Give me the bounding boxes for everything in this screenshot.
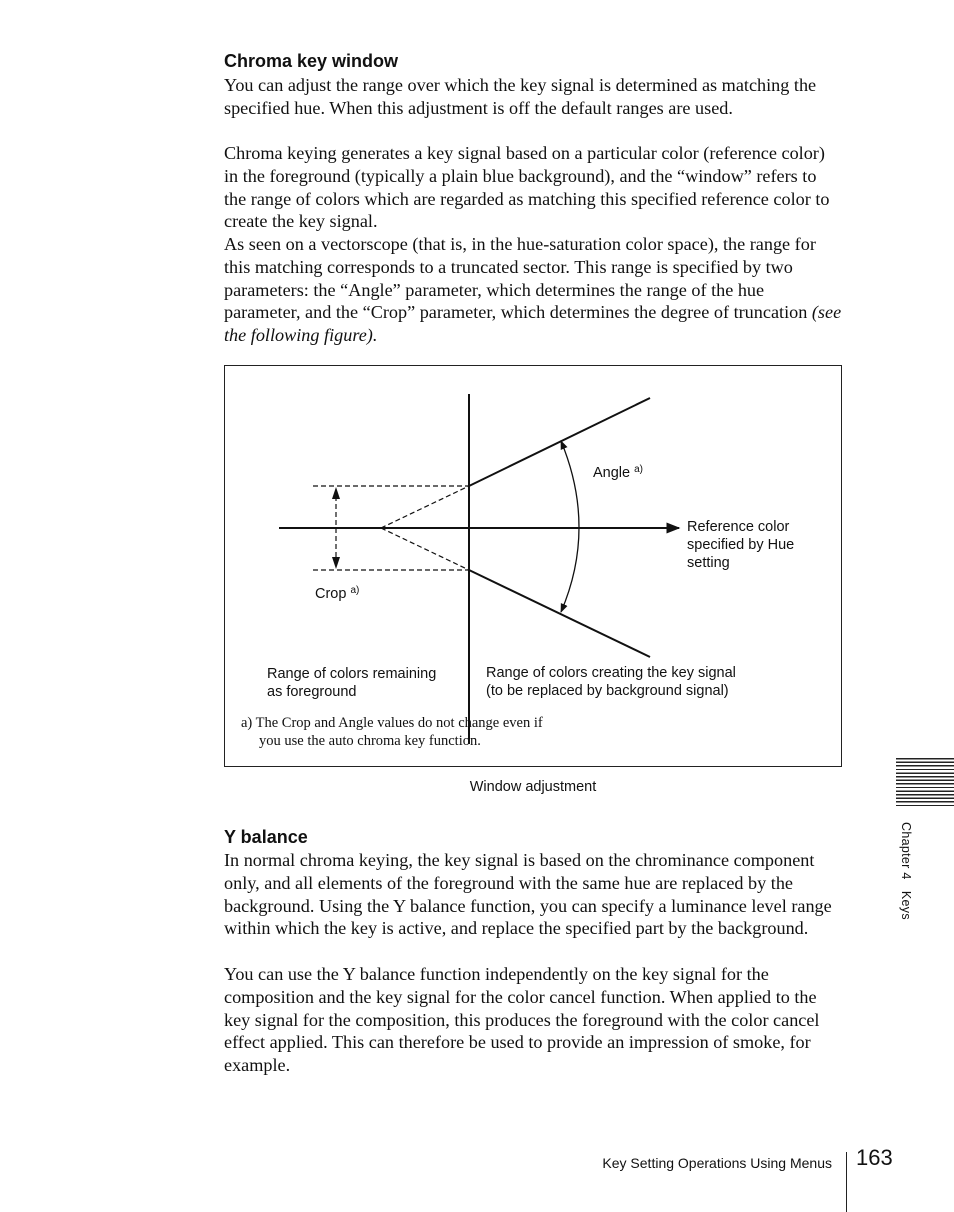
reference-label-line: specified by Hue [687, 537, 795, 553]
figure-footnote [241, 714, 661, 750]
key-signal-range-label [486, 664, 736, 700]
paragraph: You can adjust the range over which the key signal is determined as matching the specified hue. When this adjustment is off the default ranges are used. [224, 75, 817, 118]
figure-caption: Window adjustment [469, 779, 597, 795]
creating-label-line: Range of colors creating the key signal [486, 665, 736, 681]
section-heading-chroma-key-window: Chroma key window [224, 51, 399, 71]
paragraph: Chroma keying generates a key signal based on a particular color (reference color) in the foreground (typically a plain blue background), and the “window” refers to the range of colors which are regarded as matching this specified reference color to create the key signal. [224, 143, 830, 232]
angle-label [593, 461, 643, 482]
chapter-side-label: Chapter 4 Keys [899, 822, 913, 920]
crop-label-text: Crop [315, 586, 347, 602]
footnote-line: you use the auto chroma key function. [259, 733, 481, 749]
remaining-range-label [267, 665, 436, 701]
angle-label-text: Angle [593, 465, 631, 481]
chapter-tab-marker [896, 758, 954, 808]
reference-color-label [687, 518, 794, 572]
sector-lower-line [469, 570, 650, 657]
creating-label-line: (to be replaced by background signal) [486, 683, 729, 699]
crop-arrowhead-bottom [332, 557, 340, 569]
reference-label-line: Reference color [687, 519, 790, 535]
reference-label-line: setting [687, 555, 730, 571]
dashed-upper-extension [381, 486, 469, 528]
crop-note-marker: a) [350, 585, 360, 596]
figure-window-adjustment [224, 365, 842, 767]
paragraph: In normal chroma keying, the key signal is based on the chrominance component only, and all elements of the foreground with the same hue are replaced by the background. Using the Y balance function, you can specify a luminance level range within which the key is active, and replace the specified part by the background. [224, 850, 832, 939]
remaining-label-line: Range of colors remaining [267, 666, 437, 682]
footer-divider [846, 1152, 847, 1212]
paragraph [224, 233, 842, 347]
remaining-label-line: as foreground [267, 684, 357, 700]
dashed-lower-extension [381, 528, 469, 570]
angle-arc [561, 441, 579, 612]
page-number: 163 [856, 1145, 893, 1170]
footer-title: Key Setting Operations Using Menus [602, 1155, 832, 1171]
figure-reference: (see the following figure). [224, 302, 842, 346]
paragraph: You can use the Y balance function independently on the key signal for the composition and the key signal for the color cancel function. When applied to the key signal for the composition, this produces the foreground with the color cancel effect applied. This can therefore be used to provide an impression of smoke, for example. [224, 964, 820, 1076]
angle-note-marker: a) [634, 464, 644, 475]
crop-label [315, 582, 359, 603]
paragraph-text: As seen on a vectorscope (that is, in the hue-saturation color space), the range for this matching corresponds to a truncated sector. This range is specified by two parameters: the “Angle” parameter, which determines the range of the hue parameter, and the “Crop” parameter, which determines the degree of truncation [224, 234, 816, 323]
crop-arrowhead-top [332, 487, 340, 499]
section-heading-y-balance: Y balance [224, 827, 308, 847]
footnote-line: a) The Crop and Angle values do not change even if [241, 715, 543, 731]
